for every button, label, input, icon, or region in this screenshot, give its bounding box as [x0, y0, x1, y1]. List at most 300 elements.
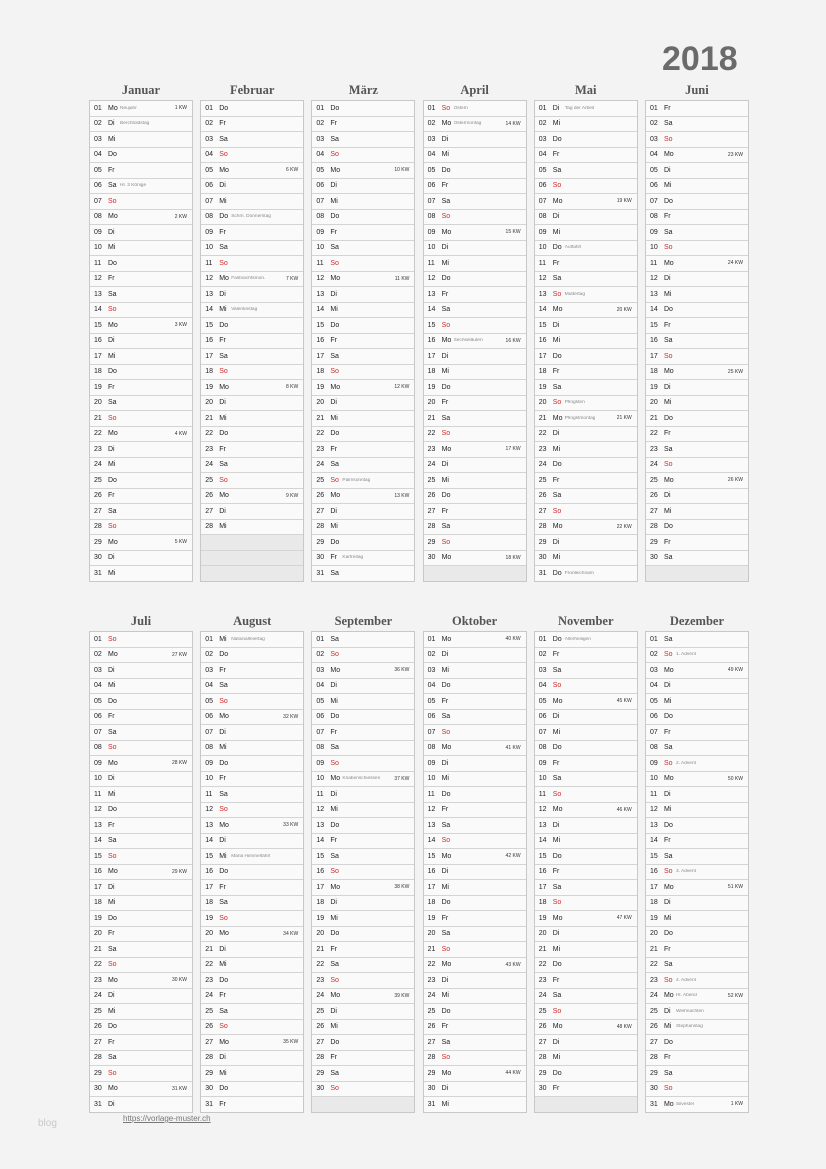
day-number: 21	[649, 414, 658, 422]
day-number: 26	[649, 1023, 658, 1031]
day-number: 02	[94, 120, 102, 128]
day-number: 24	[316, 461, 325, 469]
day-number: 05	[538, 697, 547, 705]
day-row	[535, 973, 637, 989]
weekday: Fr	[219, 337, 226, 345]
weekday: Di	[219, 728, 226, 736]
weekday: Di	[552, 930, 560, 938]
weekday: Do	[441, 899, 451, 907]
weekday: So	[663, 244, 673, 252]
day-number: 24	[649, 992, 658, 1000]
weekday: So	[552, 399, 562, 407]
day-number: 15	[649, 852, 658, 860]
weekday: So	[441, 213, 451, 221]
day-number: 20	[427, 930, 436, 938]
day-number: 10	[205, 244, 213, 252]
weekday: Do	[663, 1038, 673, 1046]
weekday: Do	[219, 430, 229, 438]
day-row	[90, 787, 192, 803]
day-number: 28	[205, 523, 213, 531]
day-number: 03	[538, 135, 547, 143]
day-row	[201, 1097, 303, 1112]
holiday-label: Weihnachten	[675, 1008, 704, 1014]
day-row	[312, 210, 414, 226]
day-row	[312, 179, 414, 195]
day-row	[646, 1051, 748, 1067]
day-number: 27	[94, 1038, 102, 1046]
weekday: Di	[441, 1085, 449, 1093]
weekday: Di	[552, 821, 560, 829]
day-number: 25	[538, 1007, 547, 1015]
day-number: 18	[649, 368, 658, 376]
day-row	[646, 663, 748, 679]
day-row	[646, 256, 748, 272]
day-row	[201, 756, 303, 772]
day-number: 12	[427, 275, 436, 283]
day-row	[312, 648, 414, 664]
weekday: Di	[663, 790, 671, 798]
day-number: 31	[427, 1100, 436, 1108]
weekday: So	[441, 837, 451, 845]
weekday: Do	[441, 682, 451, 690]
day-row	[312, 380, 414, 396]
week-number: 27 KW	[171, 651, 187, 658]
day-row	[201, 880, 303, 896]
week-number: 1 KW	[174, 105, 187, 112]
month-name: September	[334, 614, 393, 628]
weekday: So	[552, 290, 562, 298]
day-row	[646, 679, 748, 695]
day-row	[535, 210, 637, 226]
day-number: 02	[538, 120, 547, 128]
day-number: 29	[649, 538, 658, 546]
holiday-label: Karfreitag	[342, 555, 364, 561]
weekday: Fr	[108, 166, 115, 174]
day-row	[424, 349, 526, 365]
holiday-label: 3. Advent	[675, 869, 696, 875]
weekday: Do	[441, 492, 451, 500]
day-number: 03	[649, 135, 658, 143]
day-number: 12	[205, 275, 213, 283]
day-number: 11	[205, 259, 213, 267]
week-number: 44 KW	[505, 1070, 521, 1077]
day-number: 26	[649, 492, 658, 500]
day-row	[424, 787, 526, 803]
day-row	[201, 442, 303, 458]
weekday: Do	[552, 135, 562, 143]
weekday: Di	[330, 1007, 337, 1015]
day-row	[90, 473, 192, 489]
month-days	[534, 100, 638, 582]
day-number: 09	[205, 228, 213, 236]
day-row	[90, 179, 192, 195]
weekday: So	[441, 945, 451, 953]
day-row	[90, 849, 192, 865]
day-row	[201, 896, 303, 912]
week-number: 20 KW	[616, 306, 632, 313]
day-number: 16	[94, 337, 102, 345]
weekday: Do	[552, 635, 562, 643]
week-number: 25 KW	[727, 368, 743, 375]
weekday: Fr	[663, 728, 671, 736]
week-number: 41 KW	[505, 744, 521, 751]
day-number: 25	[538, 476, 547, 484]
day-row	[424, 179, 526, 195]
day-number: 30	[94, 1085, 102, 1093]
day-row	[312, 1051, 414, 1067]
day-row	[90, 648, 192, 664]
day-row	[535, 303, 637, 319]
day-row	[424, 1035, 526, 1051]
footer-link[interactable]: https://vorlage-muster.ch	[123, 1114, 211, 1123]
day-row	[201, 365, 303, 381]
day-row	[312, 241, 414, 257]
day-row	[312, 148, 414, 164]
day-number: 22	[316, 430, 325, 438]
day-number: 22	[649, 961, 658, 969]
day-number: 05	[205, 697, 213, 705]
day-row	[312, 741, 414, 757]
day-row	[535, 489, 637, 505]
day-row	[201, 1035, 303, 1051]
weekday: Di	[552, 321, 560, 329]
day-row	[90, 365, 192, 381]
day-row	[90, 427, 192, 443]
day-number: 03	[649, 666, 658, 674]
weekday: So	[441, 104, 451, 112]
day-number: 12	[316, 806, 325, 814]
day-row	[424, 210, 526, 226]
weekday: Mi	[219, 197, 227, 205]
day-row	[646, 272, 748, 288]
weekday: Di	[663, 275, 671, 283]
day-row	[201, 989, 303, 1005]
day-number: 16	[205, 868, 213, 876]
day-number: 09	[94, 759, 102, 767]
day-row	[201, 1004, 303, 1020]
week-number: 30 KW	[171, 977, 187, 984]
day-row	[312, 958, 414, 974]
day-number: 18	[316, 368, 325, 376]
day-row	[201, 942, 303, 958]
weekday: Mi	[330, 523, 338, 531]
day-row	[312, 535, 414, 551]
day-row	[201, 163, 303, 179]
weekday: Mi	[663, 399, 672, 407]
day-number: 21	[316, 414, 325, 422]
day-row	[90, 287, 192, 303]
weekday: Mo	[108, 868, 118, 876]
day-number: 19	[316, 383, 325, 391]
day-row	[424, 535, 526, 551]
day-row	[424, 942, 526, 958]
day-number: 16	[538, 337, 547, 345]
weekday: Mi	[330, 914, 338, 922]
day-row	[646, 632, 748, 648]
weekday: Fr	[552, 976, 560, 984]
day-number: 07	[316, 197, 325, 205]
day-row	[535, 663, 637, 679]
day-number: 08	[538, 213, 547, 221]
day-row	[535, 1066, 637, 1082]
weekday: Fr	[108, 492, 115, 500]
day-row	[90, 132, 192, 148]
day-number: 13	[316, 290, 325, 298]
day-row	[90, 551, 192, 567]
week-number: 26 KW	[727, 477, 743, 484]
day-number: 30	[316, 1085, 325, 1093]
empty-day-row	[201, 566, 303, 581]
day-number: 01	[94, 104, 102, 112]
weekday: Do	[663, 821, 673, 829]
day-row	[312, 973, 414, 989]
day-row	[535, 442, 637, 458]
day-row	[90, 694, 192, 710]
day-number: 11	[427, 259, 435, 267]
weekday: Di	[441, 352, 449, 360]
day-row	[424, 1097, 526, 1112]
day-number: 07	[205, 728, 213, 736]
day-row	[424, 632, 526, 648]
day-number: 07	[538, 728, 547, 736]
day-row	[90, 256, 192, 272]
day-row	[646, 710, 748, 726]
week-number: 23 KW	[727, 151, 743, 158]
day-number: 06	[427, 713, 436, 721]
day-row	[646, 1097, 748, 1112]
weekday: Sa	[663, 744, 673, 752]
day-row	[646, 473, 748, 489]
weekday: Do	[108, 697, 117, 705]
day-row	[424, 694, 526, 710]
day-row	[201, 194, 303, 210]
day-number: 04	[316, 151, 325, 159]
weekday: Do	[441, 1007, 451, 1015]
weekday: So	[663, 1085, 673, 1093]
weekday: Di	[219, 290, 226, 298]
holiday-label: 4. Advent	[675, 977, 696, 983]
weekday: Fr	[219, 883, 226, 891]
day-row	[201, 849, 303, 865]
day-number: 25	[649, 476, 658, 484]
weekday: Sa	[108, 837, 117, 845]
day-number: 13	[427, 290, 436, 298]
weekday: So	[108, 635, 117, 643]
day-number: 23	[205, 976, 213, 984]
weekday: Fr	[663, 321, 671, 329]
day-row	[201, 287, 303, 303]
month-name: Juni	[685, 83, 709, 97]
weekday: Sa	[330, 744, 339, 752]
day-number: 07	[205, 197, 213, 205]
day-row	[424, 225, 526, 241]
day-number: 17	[427, 352, 436, 360]
holiday-label: Palmsonntag	[342, 477, 371, 483]
day-number: 08	[649, 213, 658, 221]
months-row-bottom	[89, 613, 756, 1113]
day-row	[201, 117, 303, 133]
day-number: 25	[205, 1007, 213, 1015]
holiday-label: Tag der Arbeit	[564, 105, 595, 111]
weekday: Sa	[441, 414, 451, 422]
day-row	[90, 272, 192, 288]
weekday: Mo	[219, 713, 229, 721]
weekday: Mi	[663, 697, 672, 705]
weekday: Fr	[552, 476, 560, 484]
weekday: Sa	[219, 135, 228, 143]
day-row	[312, 632, 414, 648]
week-number: 8 KW	[285, 384, 299, 391]
day-number: 28	[649, 1054, 658, 1062]
weekday: Mo	[108, 538, 118, 546]
day-row	[312, 1035, 414, 1051]
month-days	[89, 631, 193, 1113]
day-number: 04	[427, 151, 436, 159]
weekday: So	[219, 368, 228, 376]
day-row	[424, 163, 526, 179]
week-number: 47 KW	[616, 915, 632, 922]
day-number: 09	[649, 759, 658, 767]
day-row	[201, 1082, 303, 1098]
day-row	[646, 101, 748, 117]
day-number: 25	[316, 476, 325, 484]
month-name: Juli	[130, 614, 152, 628]
day-row	[646, 725, 748, 741]
week-number: 21 KW	[616, 415, 632, 422]
week-number: 6 KW	[285, 167, 299, 174]
month-column	[645, 613, 749, 1113]
weekday: Do	[663, 713, 673, 721]
holiday-label: Ostern	[453, 105, 468, 111]
weekday: Mo	[330, 775, 341, 783]
weekday: Mi	[552, 554, 561, 562]
weekday: Sa	[663, 1069, 673, 1077]
month-column	[311, 82, 415, 582]
day-number: 09	[316, 759, 325, 767]
day-row	[424, 303, 526, 319]
weekday: Fr	[219, 228, 226, 236]
day-row	[201, 318, 303, 334]
weekday: Do	[441, 275, 451, 283]
weekday: Fr	[552, 651, 560, 659]
holiday-label: Pfingsten	[564, 400, 585, 406]
day-number: 04	[649, 682, 658, 690]
day-row	[312, 896, 414, 912]
day-number: 17	[649, 352, 658, 360]
day-number: 04	[538, 682, 547, 690]
day-row	[201, 132, 303, 148]
day-number: 11	[538, 790, 547, 798]
week-number: 9 KW	[285, 492, 299, 499]
day-row	[90, 163, 192, 179]
weekday: Do	[108, 368, 117, 376]
day-number: 02	[427, 651, 436, 659]
holiday-label: Schm. Donnerstag	[231, 214, 271, 220]
weekday: Fr	[552, 368, 560, 376]
day-row	[312, 818, 414, 834]
weekday: Di	[663, 166, 671, 174]
day-number: 04	[94, 682, 102, 690]
day-number: 01	[316, 635, 325, 643]
day-row	[424, 194, 526, 210]
weekday: Mi	[441, 476, 449, 484]
weekday: Sa	[663, 120, 673, 128]
day-number: 17	[94, 352, 102, 360]
weekday: Mo	[552, 806, 563, 814]
weekday: Sa	[108, 399, 117, 407]
weekday: Do	[330, 713, 340, 721]
day-number: 29	[649, 1069, 658, 1077]
day-number: 15	[94, 852, 102, 860]
day-number: 05	[316, 166, 325, 174]
weekday: Mi	[219, 961, 227, 969]
month-name: Oktober	[451, 614, 498, 628]
weekday: Di	[441, 976, 449, 984]
day-row	[201, 241, 303, 257]
day-row	[312, 489, 414, 505]
weekday: Mo	[108, 976, 118, 984]
weekday: Mi	[330, 1023, 338, 1031]
day-row	[312, 849, 414, 865]
weekday: Mi	[663, 806, 672, 814]
day-number: 28	[538, 1054, 547, 1062]
day-number: 28	[205, 1054, 213, 1062]
day-number: 28	[94, 523, 102, 531]
day-row	[201, 927, 303, 943]
holiday-label: Fastnachtsmon.	[231, 276, 266, 282]
day-row	[424, 989, 526, 1005]
weekday: So	[663, 868, 673, 876]
day-row	[646, 973, 748, 989]
day-number: 20	[649, 930, 658, 938]
month-column	[311, 613, 415, 1113]
day-number: 01	[316, 104, 325, 112]
weekday: Di	[108, 883, 115, 891]
weekday: Mi	[108, 899, 116, 907]
day-number: 09	[205, 759, 213, 767]
weekday: Do	[108, 914, 117, 922]
week-number: 45 KW	[616, 698, 632, 705]
weekday: Fr	[219, 775, 226, 783]
day-row	[535, 132, 637, 148]
day-row	[312, 710, 414, 726]
day-row	[424, 648, 526, 664]
weekday: Di	[330, 399, 337, 407]
day-row	[90, 973, 192, 989]
weekday: Do	[108, 476, 117, 484]
day-row	[90, 632, 192, 648]
day-row	[90, 803, 192, 819]
day-number: 16	[649, 337, 658, 345]
day-number: 25	[316, 1007, 325, 1015]
day-number: 10	[649, 775, 658, 783]
weekday: Fr	[330, 120, 337, 128]
day-number: 22	[427, 430, 436, 438]
holiday-label: Nationalfeiertag	[231, 636, 265, 642]
day-row	[535, 958, 637, 974]
day-number: 26	[427, 492, 436, 500]
day-row	[201, 148, 303, 164]
day-row	[535, 865, 637, 881]
weekday: Di	[219, 945, 226, 953]
weekday: Do	[219, 759, 229, 767]
holiday-label: Neujahr	[120, 105, 137, 111]
weekday: Mo	[663, 775, 674, 783]
day-row	[535, 880, 637, 896]
weekday: Mo	[663, 1100, 674, 1108]
day-row	[424, 679, 526, 695]
weekday: Mi	[663, 290, 672, 298]
